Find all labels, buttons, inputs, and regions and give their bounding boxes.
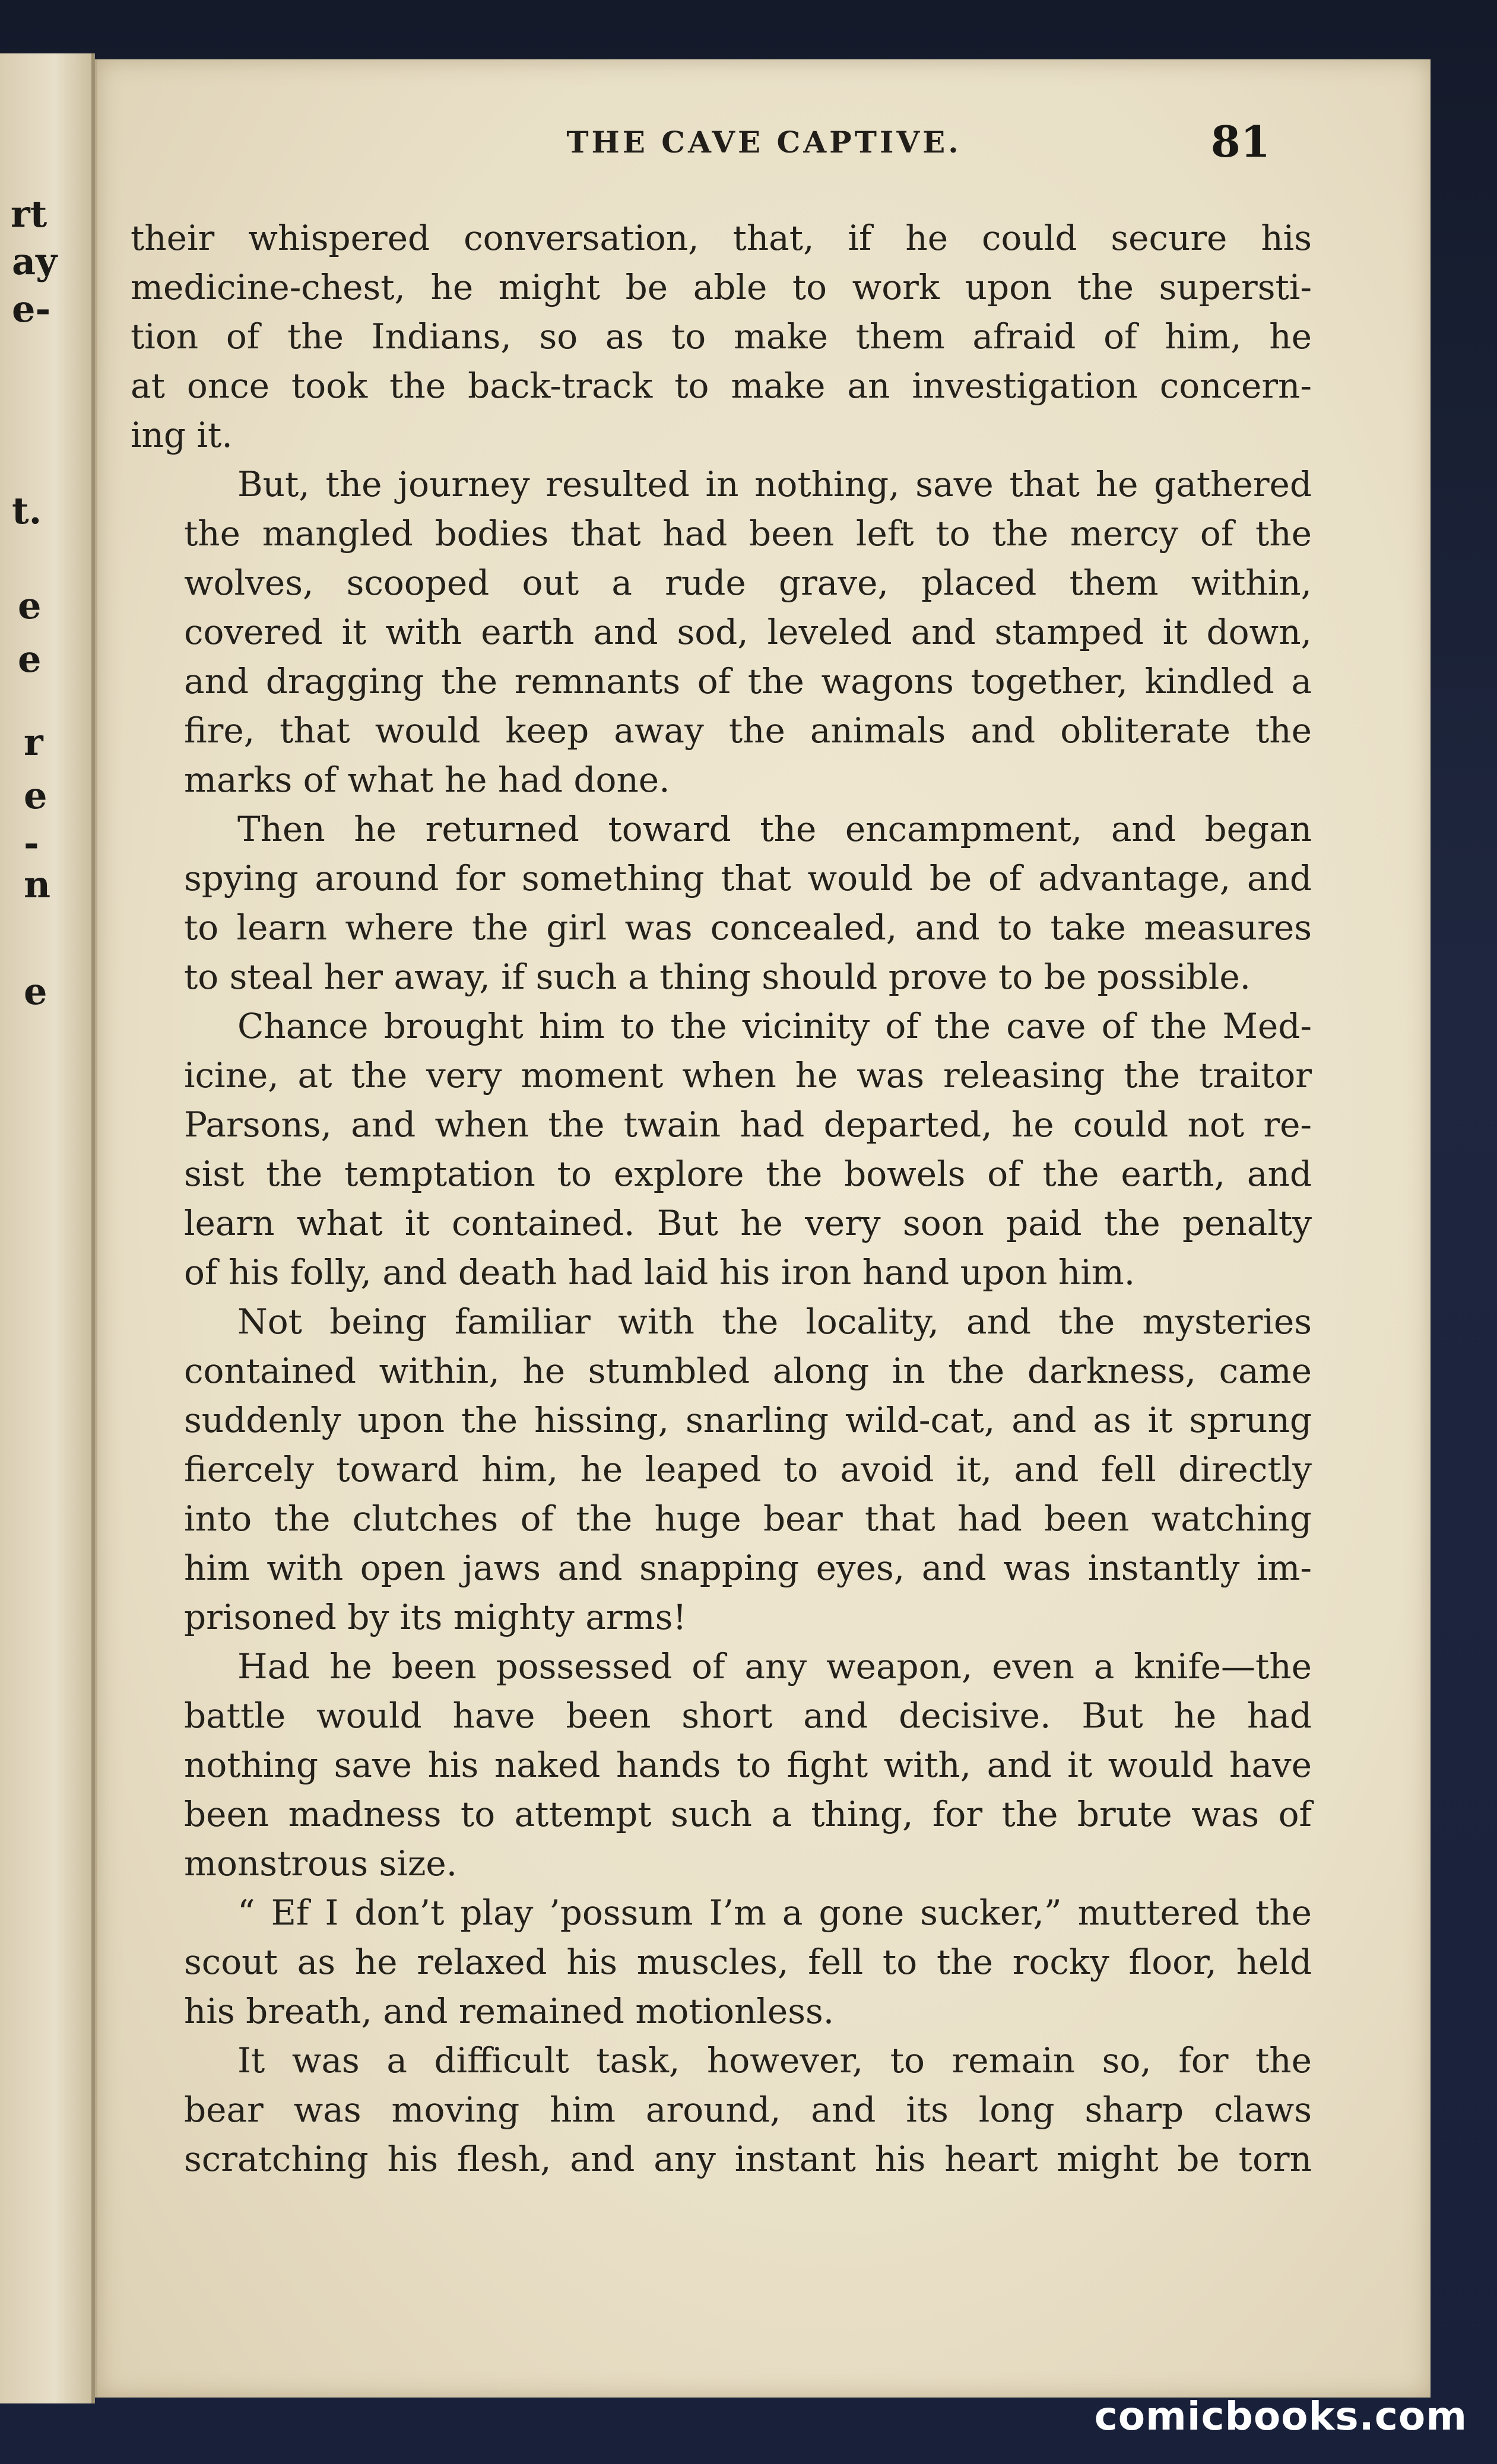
text-line: medicine-chest, he might be able to work upon the supersti- (131, 267, 1312, 307)
text-line: scout as he relaxed his muscles, fell to the rocky floor, held (184, 1942, 1312, 1982)
text-line: bear was moving him around, and its long sharp claws (184, 2090, 1312, 2130)
left-page-text-fragment: e (24, 774, 47, 817)
left-page-edge (0, 53, 95, 2403)
text-line: fiercely toward him, he leaped to avoid it, and fell directly (184, 1449, 1312, 1490)
text-line: ing it. (131, 415, 233, 455)
paragraph (131, 1002, 1312, 1297)
text-line: spying around for something that would be of advantage, and (184, 858, 1312, 898)
text-line: prisoned by its mighty arms! (184, 1597, 687, 1637)
page-number: 81 (1210, 116, 1270, 167)
text-line: nothing save his naked hands to fight with, and it would have (184, 1745, 1312, 1785)
text-line: of his folly, and death had laid his iron hand upon him. (184, 1252, 1136, 1293)
text-line: his breath, and remained motionless. (184, 1991, 835, 2031)
text-line: their whispered conversation, that, if he could secure his (131, 218, 1312, 258)
text-line: But, the journey resulted in nothing, save that he gathered (237, 464, 1312, 504)
left-page-text-fragment: e (24, 970, 47, 1013)
left-page-text-fragment: rt (11, 192, 47, 236)
text-line: at once took the back-track to make an investigation concern- (131, 366, 1312, 406)
running-head (97, 116, 1431, 172)
text-line: monstrous size. (184, 1843, 458, 1884)
body-text (131, 214, 1312, 2184)
text-line: icine, at the very moment when he was releasing the traitor (184, 1055, 1312, 1096)
running-title: THE CAVE CAPTIVE. (566, 125, 962, 160)
left-page-text-fragment: r (24, 720, 43, 764)
left-page-text-fragment: - (24, 821, 39, 865)
text-line: to steal her away, if such a thing should prove to be possible. (184, 957, 1251, 997)
paragraph (131, 460, 1312, 805)
left-page-text-fragment: e- (12, 287, 51, 331)
text-line: It was a difficult task, however, to remain so, for the (237, 2040, 1312, 2081)
left-page-text-fragment: t. (12, 489, 42, 532)
watermark-logo: comicbooks.com (1094, 2393, 1467, 2439)
paragraph (131, 1642, 1312, 1888)
left-page-text-fragment: n (24, 863, 51, 906)
text-line: scratching his flesh, and any instant his heart might be torn (184, 2139, 1312, 2179)
paragraph (131, 1297, 1312, 1642)
text-line: Had he been possessed of any weapon, even a knife—the (237, 1646, 1312, 1687)
text-line: Chance brought him to the vicinity of the cave of the Med- (237, 1006, 1312, 1046)
text-line: “ Ef I don’t play ’possum I’m a gone sucker,” muttered the (237, 1893, 1312, 1933)
text-line: fire, that would keep away the animals and obliterate the (184, 710, 1312, 751)
text-line: the mangled bodies that had been left to the mercy of the (184, 513, 1312, 554)
text-line: learn what it contained. But he very soon paid the penalty (184, 1203, 1312, 1243)
text-line: and dragging the remnants of the wagons together, kindled a (184, 661, 1312, 701)
text-line: tion of the Indians, so as to make them afraid of him, he (131, 316, 1312, 357)
text-line: been madness to attempt such a thing, for the brute was of (184, 1794, 1312, 1834)
text-line: Then he returned toward the encampment, and began (237, 809, 1312, 849)
text-line: contained within, he stumbled along in the darkness, came (184, 1351, 1312, 1391)
text-line: into the clutches of the huge bear that had been watching (184, 1498, 1312, 1539)
text-line: wolves, scooped out a rude grave, placed them within, (184, 563, 1312, 603)
left-page-text-fragment: e (18, 637, 42, 681)
paragraph (131, 2036, 1312, 2184)
text-line: to learn where the girl was concealed, and to take measures (184, 907, 1312, 948)
left-page-text-fragment: e (18, 584, 42, 627)
paragraph (131, 214, 1312, 460)
left-page-text-fragment: ay (12, 240, 58, 283)
text-line: sist the temptation to explore the bowels of the earth, and (184, 1154, 1312, 1194)
text-line: covered it with earth and sod, leveled and stamped it down, (184, 612, 1312, 652)
text-line: Parsons, and when the twain had departed, he could not re- (184, 1104, 1312, 1145)
book-page (95, 59, 1431, 2398)
paragraph (131, 805, 1312, 1002)
text-line: marks of what he had done. (184, 760, 670, 800)
text-line: battle would have been short and decisive. But he had (184, 1695, 1312, 1736)
text-line: him with open jaws and snapping eyes, and was instantly im- (184, 1548, 1312, 1588)
text-line: Not being familiar with the locality, and the mysteries (237, 1301, 1312, 1342)
paragraph (131, 1888, 1312, 2036)
text-line: suddenly upon the hissing, snarling wild-cat, and as it sprung (184, 1400, 1312, 1440)
